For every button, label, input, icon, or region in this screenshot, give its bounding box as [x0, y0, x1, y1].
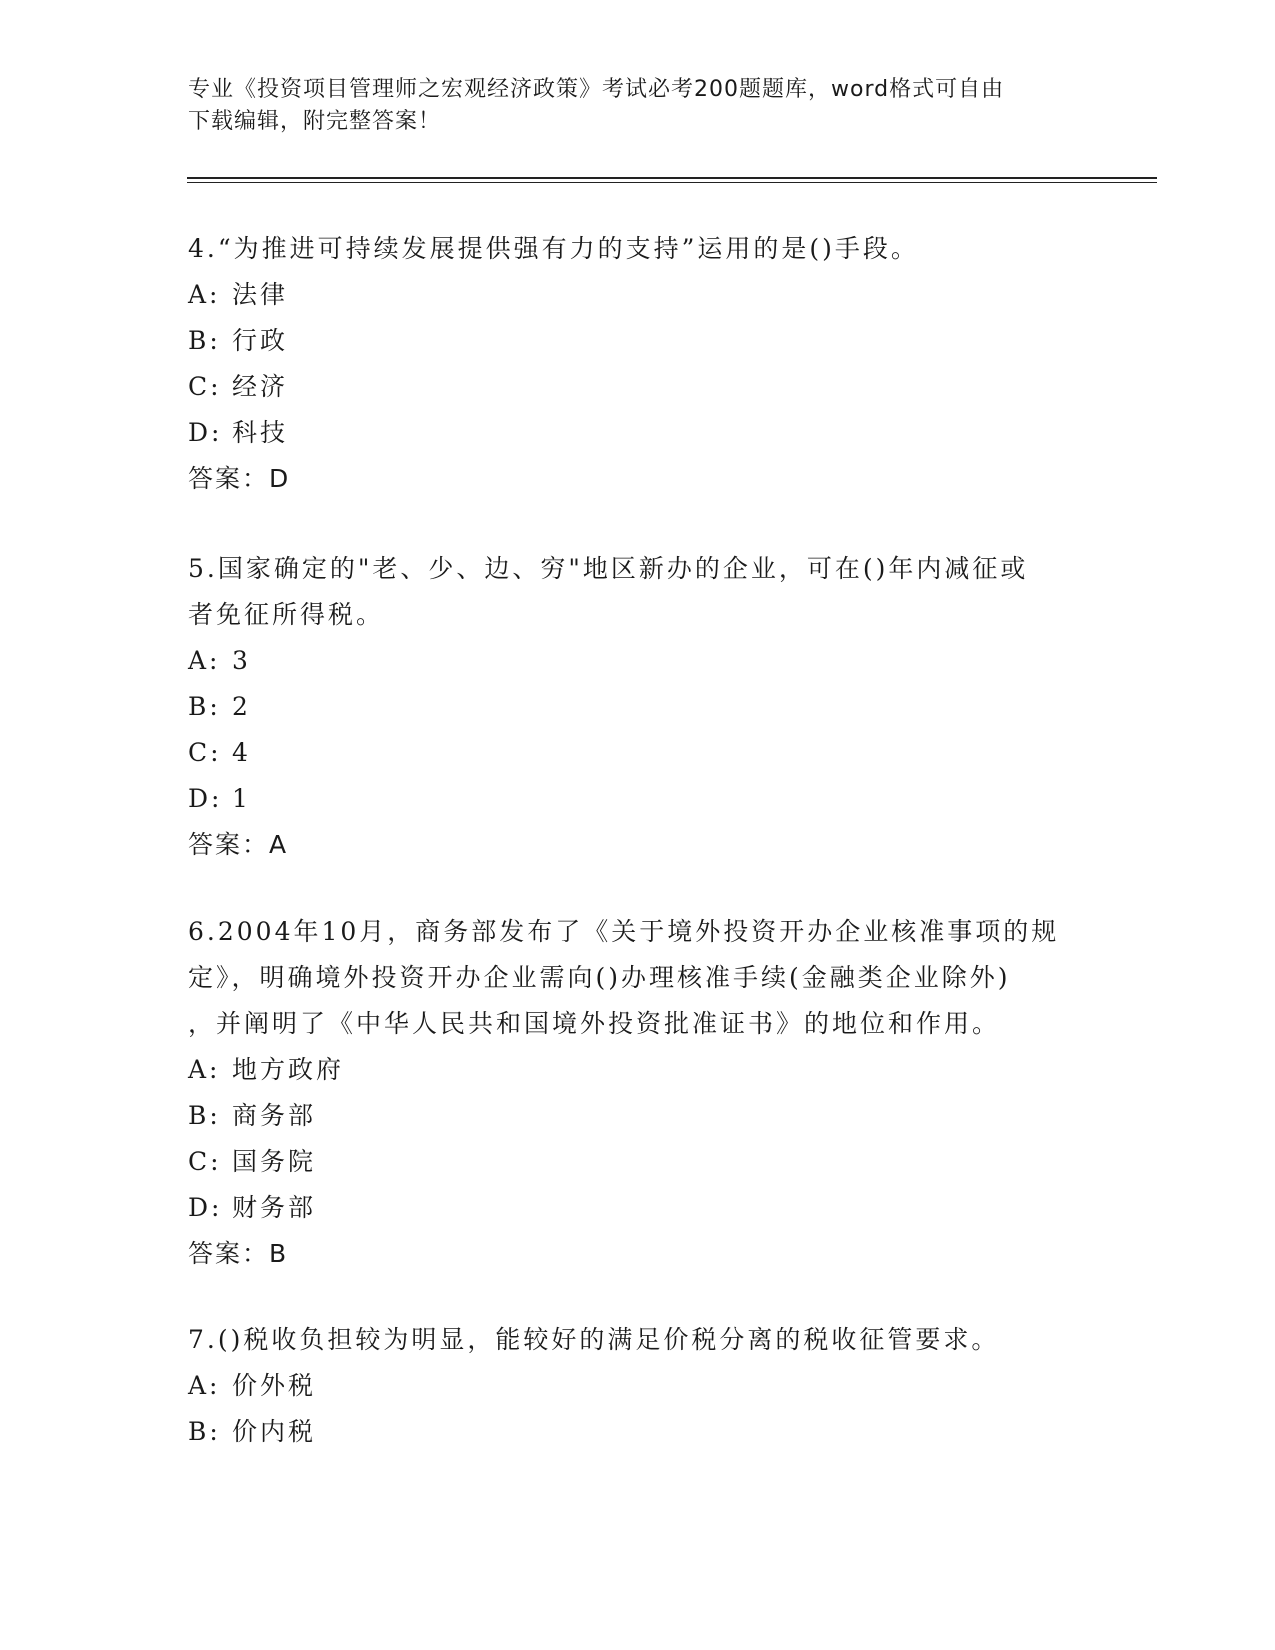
option-a: A: 价外税	[188, 1371, 317, 1400]
question-text-line-1: 6.2004年10月，商务部发布了《关于境外投资开办企业核准事项的规	[188, 917, 1060, 946]
option-d: D: 1	[188, 784, 251, 813]
question-text-line-2: 者免征所得税。	[188, 600, 385, 629]
answer-label: 答案：B	[188, 1239, 289, 1268]
answer-label: 答案：A	[188, 830, 289, 859]
question-text-line-1: 5.国家确定的"老、少、边、穷"地区新办的企业，可在()年内减征或	[188, 554, 1029, 583]
question-text: 4.“为推进可持续发展提供强有力的支持”运用的是()手段。	[188, 234, 919, 263]
header-divider-thin	[187, 182, 1157, 183]
question-text: 7.()税收负担较为明显，能较好的满足价税分离的税收征管要求。	[188, 1325, 1000, 1354]
question-7	[188, 1317, 1088, 1455]
option-c: C: 国务院	[188, 1147, 317, 1176]
question-6	[188, 909, 1088, 1277]
question-4	[188, 226, 1088, 502]
question-text-line-3: ，并阐明了《中华人民共和国境外投资批准证书》的地位和作用。	[188, 1009, 1001, 1038]
option-b: B: 价内税	[188, 1417, 317, 1446]
option-d: D: 科技	[188, 418, 289, 447]
option-a: A: 法律	[188, 280, 289, 309]
header-line-1: 专业《投资项目管理师之宏观经济政策》考试必考200题题库，word格式可自由	[188, 77, 1005, 102]
option-d: D: 财务部	[188, 1193, 317, 1222]
document-header	[188, 74, 1088, 138]
question-5	[188, 546, 1088, 868]
answer-label: 答案：D	[188, 464, 291, 493]
header-line-2: 下载编辑，附完整答案！	[188, 109, 442, 134]
option-c: C: 4	[188, 738, 251, 767]
option-b: B: 2	[188, 692, 251, 721]
option-a: A: 地方政府	[188, 1055, 345, 1084]
option-b: B: 商务部	[188, 1101, 317, 1130]
option-b: B: 行政	[188, 326, 289, 355]
option-c: C: 经济	[188, 372, 289, 401]
option-a: A: 3	[188, 646, 251, 675]
question-text-line-2: 定》，明确境外投资开办企业需向()办理核准手续(金融类企业除外)	[188, 963, 1011, 992]
header-divider-thick	[187, 177, 1157, 179]
